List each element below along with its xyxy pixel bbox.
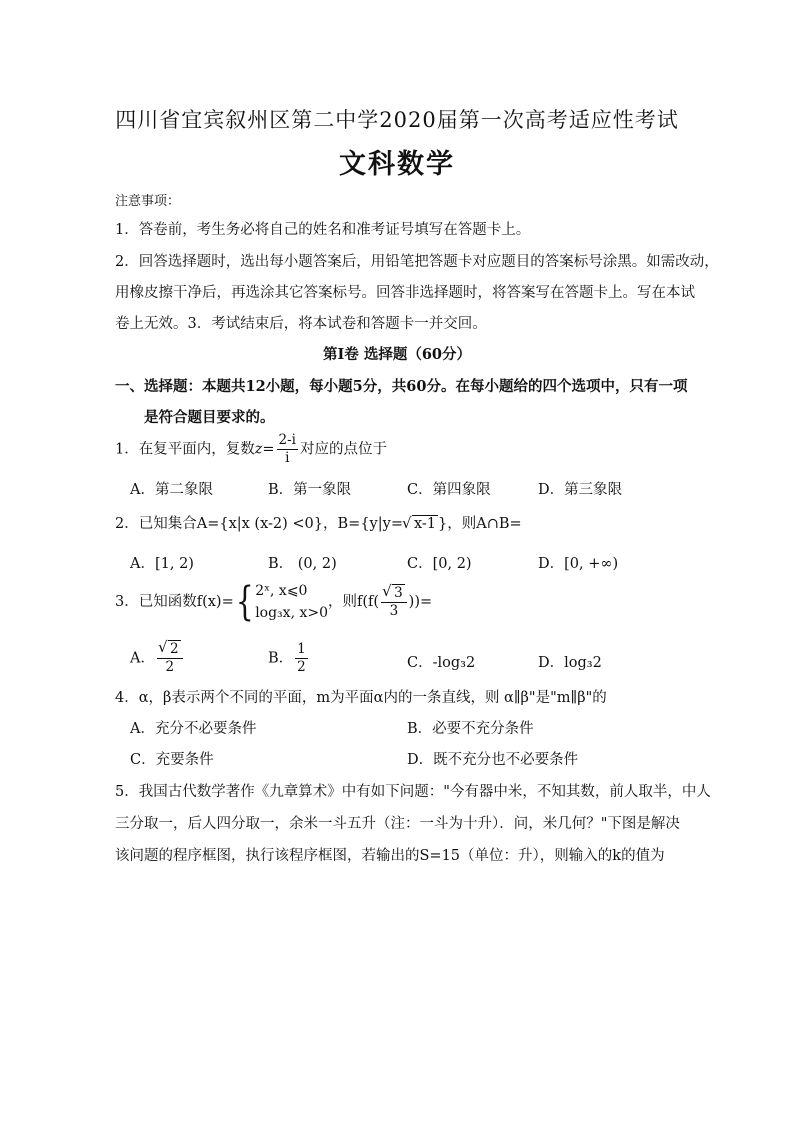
q3-option-d: D．log₃2 [538, 655, 602, 671]
note-2-line-2: 用橡皮擦干净后，再选涂其它答案标号。回答非选择题时，将答案写在答题卡上。写在本试 [115, 285, 695, 301]
q2-set-b: B={y|y= [337, 516, 403, 532]
q1-var: z [254, 441, 263, 458]
q1-eq: = [262, 441, 275, 458]
q3-mid: ，则f(f( [328, 594, 380, 610]
q2-option-b: B． (0, 2) [268, 556, 337, 572]
note-2-line-1: 2．回答选择题时，选出每小题答案后，用铅笔把答题卡对应题目的答案标号涂黑。如需改动， [115, 254, 719, 270]
q3-option-a [130, 641, 185, 676]
q3-option-a-label: A． [130, 650, 155, 667]
q2-option-c: C．[0, 2) [407, 556, 472, 572]
q3-cases [255, 580, 328, 624]
q1-fraction [277, 432, 298, 467]
q1-option-d: D．第三象限 [538, 482, 623, 498]
q3-option-b [268, 641, 310, 676]
q2-prefix: 2．已知集合 [115, 516, 197, 532]
q3-option-c: C．-log₃2 [407, 655, 476, 671]
q3-case-2: log₃x, x>0 [255, 605, 328, 621]
q1-option-b: B．第一象限 [268, 482, 352, 498]
q3-denominator: 3 [389, 602, 399, 619]
section-instructions-1: 一、选择题：本题共12小题，每小题5分，共60分。在每小题给的四个选项中，只有一项 [115, 378, 688, 395]
q2-ask: A∩B= [476, 516, 522, 532]
q3-option-a-numerator [157, 641, 183, 659]
q3-numerator [381, 585, 407, 603]
exam-subtitle: 文科数学 [339, 149, 455, 180]
q1-numerator: 2-i [278, 432, 296, 448]
q3-brace: { [235, 579, 254, 625]
question-2 [115, 512, 522, 533]
question-5-line-2: 三分取一，后人四分取一，余米一斗五升（注：一斗为十升）．问，米几何？"下图是解决 [115, 816, 680, 832]
notes-heading: 注意事项： [115, 194, 181, 209]
question-1 [115, 432, 387, 467]
q3-option-b-label: B． [268, 650, 294, 667]
q3-suffix: ))= [408, 594, 433, 610]
question-3 [115, 580, 432, 624]
q3-fraction [381, 585, 407, 620]
q3-prefix: 3．已知函数f(x)= [115, 594, 234, 610]
q4-option-d: D．既不充分也不必要条件 [407, 752, 579, 768]
question-4: 4．α，β表示两个不同的平面，m为平面α内的一条直线，则 α∥β"是"m∥β"的 [115, 690, 607, 706]
note-2-line-3: 卷上无效。3．考试结束后，将本试卷和答题卡一并交回。 [115, 316, 487, 332]
q3-option-a-denominator: 2 [165, 659, 175, 675]
section-instructions-2: 是符合题目要求的。 [144, 409, 275, 426]
q3-sqrt [383, 585, 405, 602]
exam-title: 四川省宜宾叙州区第二中学2020届第一次高考适应性考试 [115, 108, 679, 132]
q2-set-a: A={x|x (x-2) <0}， [196, 516, 338, 532]
q3-option-a-radicand: 2 [169, 641, 179, 657]
q4-option-c: C．充要条件 [130, 752, 214, 768]
q1-denominator: i [285, 450, 290, 466]
q3-option-b-fraction [295, 641, 308, 676]
q2-close: }，则 [438, 516, 477, 532]
q1-prefix: 1．在复平面内，复数 [115, 441, 255, 458]
q2-option-a: A．[1, 2) [130, 556, 194, 572]
q1-option-a: A．第二象限 [130, 482, 213, 498]
q3-radicand: 3 [394, 584, 403, 601]
q3-case-1: 2ˣ, x⩽0 [255, 583, 308, 599]
q1-option-c: C．第四象限 [407, 482, 491, 498]
q3-option-b-denominator: 2 [297, 659, 306, 675]
q3-option-a-sqrt [159, 641, 181, 658]
q3-option-a-fraction [157, 641, 183, 676]
q1-suffix: 对应的点位于 [300, 441, 387, 458]
note-1: 1．答卷前，考生务必将自己的姓名和准考证号填写在答题卡上。 [115, 222, 531, 238]
q3-option-b-numerator: 1 [297, 641, 306, 657]
q2-radicand: x-1 [413, 516, 437, 532]
section-title: 第I卷 选择题（60分） [322, 346, 471, 363]
q2-sqrt [403, 516, 438, 532]
q4-option-a: A．充分不必要条件 [130, 721, 257, 737]
q4-option-b: B．必要不充分条件 [407, 721, 534, 737]
q2-option-d: D．[0, +∞) [538, 556, 619, 572]
question-5-line-3: 该问题的程序框图，执行该程序框图，若输出的S=15（单位：升），则输入的k的值为 [115, 848, 665, 864]
question-5-line-1: 5．我国古代数学著作《九章算术》中有如下问题："今有器中米，不知其数，前人取半，中人 [115, 784, 711, 800]
